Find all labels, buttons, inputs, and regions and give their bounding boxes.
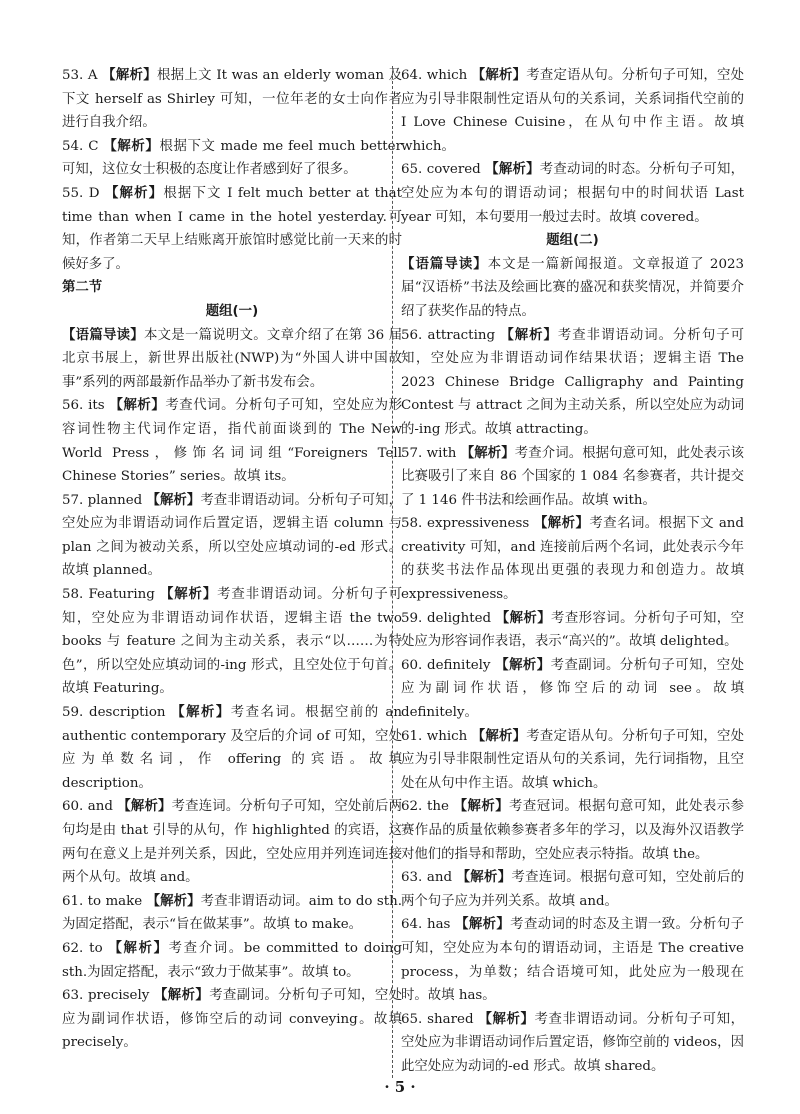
answer-g2-64: 64. has 【解析】考查动词的时态及主谓一致。分析句子可知，空处应为本句的谓语动词，主语是 The creative process，为单数；结合语境可知，此处应为一般现在时。故填 has。 xyxy=(401,917,744,1004)
passage-lead-2: 【语篇导读】本文是一篇新闻报道。文章报道了 2023 届“汉语桥”书法及绘画比赛的盛况和获奖情况，并简要介绍了获奖作品的特点。 xyxy=(401,256,744,319)
answer-g2-62: 62. the 【解析】考查冠词。根据句意可知，此处表示参赛作品的质量依赖参赛者多年的学习，以及海外汉语教学对他们的指导和帮助，空处应表示特指。故填 the。 xyxy=(401,799,744,862)
answer-g2-61: 61. which 【解析】考查定语从句。分析句子可知，空处应为引导非限制性定语从句的关系词，先行词指物，且空处在从句中作主语。故填 which。 xyxy=(401,728,744,791)
group-title-2: 题组(二) xyxy=(546,233,599,249)
answer-g1-60: 60. and 【解析】考查连词。分析句子可知，空处前后两句均是由 that 引导的从句，作 highlighted 的宾语，这两句在意义上是并列关系，因此，空处应用并列连词连接两个从句。故填 and。 xyxy=(62,799,403,886)
left-column xyxy=(62,64,402,1055)
answer-55: 55. D 【解析】根据下文 I felt much better at that time than when I came in the hotel yesterday.可知，作者第二天早上结账离开旅馆时感觉比前一天来的时候好多了。 xyxy=(62,185,403,272)
answer-g1-63: 63. precisely 【解析】考查副词。分析句子可知，空处应为副词作状语，修饰空后的动词 conveying。故填 precisely。 xyxy=(62,988,403,1051)
answer-g1-64: 64. which 【解析】考查定语从句。分析句子可知，空处应为引导非限制性定语从句的关系词，关系词指代空前的 I Love Chinese Cuisine，在从句中作主语。故填 which。 xyxy=(401,68,744,154)
answer-53: 53. A 【解析】根据上文 It was an elderly woman 及下文 herself as Shirley 可知，一位年老的女士向作者进行自我介绍。 xyxy=(62,68,403,131)
answer-g2-58: 58. expressiveness 【解析】考查名词。根据下文 and creativity 可知，and 连接前后两个名词，此处表示今年的获奖书法作品体现出更强的表现力和创造力。故填 expressiveness。 xyxy=(401,516,745,603)
answer-54: 54. C 【解析】根据下文 made me feel much better 可知，这位女士积极的态度让作者感到好了很多。 xyxy=(62,138,402,178)
group-title-1: 题组(一) xyxy=(205,303,259,319)
right-column xyxy=(401,64,744,1079)
answer-g2-65: 65. shared 【解析】考查非谓语动词。分析句子可知，空处应为非谓语动词作后置定语，修饰空前的 videos，因此空处应为动词的-ed 形式。故填 shared。 xyxy=(401,1011,745,1074)
answer-g1-57: 57. planned 【解析】考查非谓语动词。分析句子可知，空处应为非谓语动词作后置定语，逻辑主语 column 与 plan 之间为被动关系，所以空处应填动词的-ed 形式。故填 planned。 xyxy=(62,492,402,579)
answer-g2-63: 63. and 【解析】考查连词。根据句意可知，空处前后的两个句子应为并列关系。故填 and。 xyxy=(401,870,745,909)
answer-g2-56: 56. attracting 【解析】考查非谓语动词。分析句子可知，空处应为非谓语动词作结果状语；逻辑主语 The 2023 Chinese Bridge Calligraphy and Painting Contest 与 attract 之间为主动关系，所以空处应为动词的-ing 形式。故填 attracting。 xyxy=(401,327,744,437)
answer-g1-56: 56. its 【解析】考查代词。分析句子可知，空处应为形容词性物主代词作定语，指代前面谈到的 The New World Press，修饰名词词组“Foreigners Tell Chinese Stories” series。故填 its。 xyxy=(62,398,402,485)
answer-g1-62: 62. to 【解析】考查介词。be committed to doing sth.为固定搭配，表示“致力于做某事”。故填 to。 xyxy=(62,940,402,980)
passage-lead-1: 【语篇导读】本文是一篇说明文。文章介绍了在第 36 届北京书展上，新世界出版社(NWP)为“外国人讲中国故事”系列的两部最新作品举办了新书发布会。 xyxy=(62,327,402,390)
answer-g2-57: 57. with 【解析】考查介词。根据句意可知，此处表示该比赛吸引了来自 86 个国家的 1 084 名参赛者，共计提交了 1 146 件书法和绘画作品。故填 with。 xyxy=(401,445,744,508)
answer-g1-61: 61. to make 【解析】考查非谓语动词。aim to do sth.为固定搭配，表示“旨在做某事”。故填 to make。 xyxy=(62,893,403,933)
answer-g1-58: 58. Featuring 【解析】考查非谓语动词。分析句子可知，空处应为非谓语动词作状语，逻辑主语 the two books 与 feature 之间为主动关系，表示“以……为特色”，所以空处应填动词的-ing 形式，且空处位于句首。故填 Featuring。 xyxy=(62,587,403,697)
answer-g2-59: 59. delighted 【解析】考查形容词。分析句子可知，空处应为形容词作表语，表示“高兴的”。故填 delighted。 xyxy=(401,610,744,650)
page-number: · 5 · xyxy=(384,1078,416,1096)
answer-g2-60: 60. definitely 【解析】考查副词。分析句子可知，空处应为副词作状语，修饰空后的动词 see。故填 definitely。 xyxy=(401,657,745,721)
column-divider xyxy=(392,66,393,1078)
answer-g1-65: 65. covered 【解析】考查动词的时态。分析句子可知，空处应为本句的谓语动词；根据句中的时间状语 Last year 可知，本句要用一般过去时。故填 covered。 xyxy=(401,162,745,225)
answer-g1-59: 59. description 【解析】考查名词。根据空前的 an authentic contemporary 及空后的介词 of 可知，空处应为单数名词，作 offering 的宾语。故填 description。 xyxy=(62,705,402,791)
section-heading: 第二节 xyxy=(62,280,103,296)
